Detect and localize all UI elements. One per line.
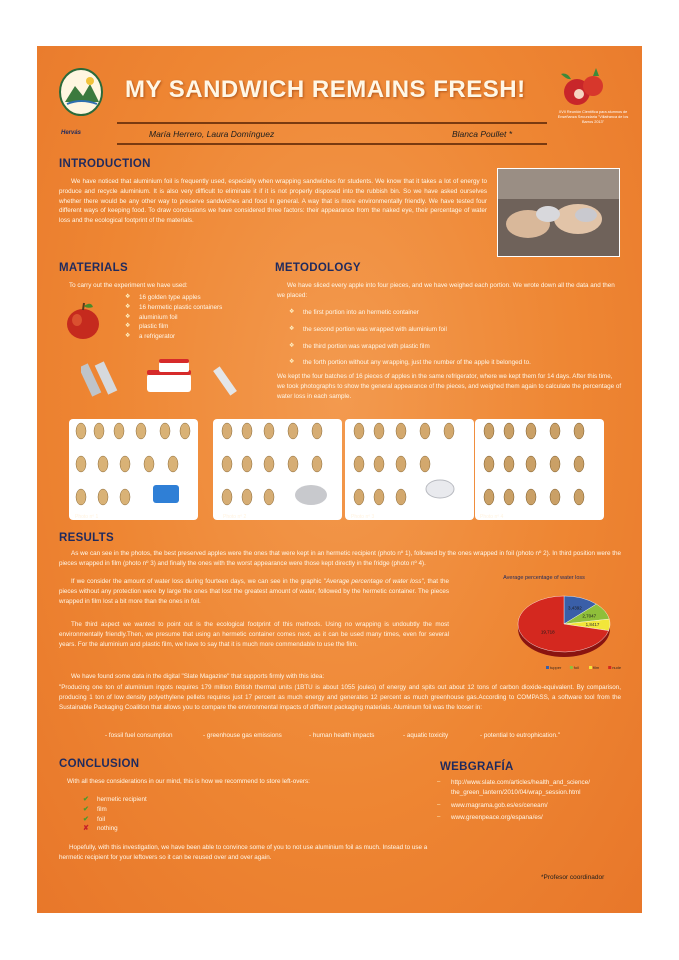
logo-caption: Hervás <box>61 130 82 136</box>
conclusion-item: ✔ hermetic recipient <box>83 796 147 803</box>
water-loss-pie-chart <box>464 570 624 672</box>
impacts-row <box>37 731 642 743</box>
materials-item: ❖ 16 golden type apples <box>125 294 201 301</box>
reference-item[interactable]: – http://www.slate.com/articles/health_and_science/ the_green_lantern/2010/04/wrap_session.html <box>437 779 590 796</box>
materials-image <box>81 354 281 399</box>
methodology-list <box>289 308 619 368</box>
photo-3 <box>345 419 474 520</box>
methodology-heading: METODOLOGY <box>275 262 361 274</box>
legend-swatch-foil <box>570 666 573 669</box>
footnote: *Profesor coordinador <box>541 874 605 881</box>
photo-1 <box>69 419 198 520</box>
conclusion-intro: With all these considerations in our mind, this is how we recommend to store left-overs: <box>67 778 310 785</box>
introduction-text: We have noticed that aluminium foil is frequently used, especially when wrapping sandwiches for students. We know that it takes a lot of energy to produce and recycle aluminium. It is also very difficult to eliminate it if it is not properly disposed into the rubbish bin. So we have asked ourselves whether there would be any other way to preserve sandwiches and food in general. A way that is more environmentally friendly. We have tested four different ways of keeping food. To draw conclusions we have considered three factors: their appearance from the naked eye, their percentage of water loss and the ecological footprint of the materials. <box>59 178 487 224</box>
authors: María Herrero, Laura Domínguez <box>149 129 275 139</box>
legend-label-nude: nude <box>612 665 622 670</box>
results-p1: As we can see in the photos, the best preserved apples were the ones that were kept in an hermetic recipient (photo nº 1), followed by the ones wrapped in foil (photo nº 2). In third position were the pieces wrapped in film (photo nº 3) and finally the ones with the worst appearance were those kept directly in the fridge (photo nº 4). <box>59 550 621 567</box>
poster <box>37 46 642 913</box>
photo-caption-2: Photo nº 2 <box>223 514 247 520</box>
conclusion-item: ✘ nothing <box>83 825 118 833</box>
results-p4: We have found some data in the digital "Slate Magazine" that supports firmly with this idea: <box>71 673 325 680</box>
poster-title: MY SANDWICH REMAINS FRESH! <box>125 76 526 103</box>
reference-item[interactable]: – www.magrama.gob.es/es/ceneam/ <box>437 801 548 809</box>
materials-heading: MATERIALS <box>59 262 128 274</box>
impact-item: - aquatic toxicity <box>403 732 449 739</box>
legend-label-tupper: tupper <box>550 665 562 670</box>
title-rule-top <box>117 122 547 124</box>
photo-caption-1: Photo nº 1 <box>75 514 99 520</box>
foil-wrapping-photo <box>497 168 620 257</box>
impact-item: - greenhouse gas emissions <box>203 732 282 739</box>
results-heading: RESULTS <box>59 532 114 544</box>
methodology-item: ❖ the forth portion without any wrapping, just the number of the apple it belonged to. <box>289 359 531 367</box>
conclusion-heading: CONCLUSION <box>59 758 140 770</box>
photo-2 <box>213 419 342 520</box>
graphic-name: "Average percentage of water loss" <box>323 578 424 585</box>
references-heading: WEBGRAFÍA <box>440 761 514 773</box>
legend-swatch-tupper <box>546 666 549 669</box>
methodology-outro: We kept the four batches of 16 pieces of apples in the same refrigerator, where we kept them for 14 days. After this time, we took photographs to show the general appearance of the pieces, and weighed them again to calculate the percentage of water loss in each sample. <box>277 373 622 400</box>
reference-item[interactable]: – www.greenpeace.org/espana/es/ <box>437 814 543 822</box>
introduction-heading: INTRODUCTION <box>59 158 151 170</box>
conclusion-outro: Hopefully, with this investigation, we have been able to convince some of you to not use aluminium foil as much. Instead to use a hermetic recipient for your leftovers so it can be reused over and over again. <box>59 844 428 861</box>
materials-intro: To carry out the experiment we have used: <box>69 282 188 289</box>
references-list <box>437 778 627 823</box>
pomegranate-logo <box>557 64 613 110</box>
pie-label-nude: 19,718 <box>540 629 555 635</box>
materials-list <box>125 293 222 342</box>
materials-item: ❖ a refrigerator <box>125 333 176 340</box>
materials-item: ❖ aluminium foil <box>125 313 178 321</box>
materials-item: ❖ plastic film <box>125 323 169 331</box>
legend-label-film: film <box>593 665 600 670</box>
pie-label-foil: 2,7047 <box>582 613 597 619</box>
photo-4 <box>475 419 604 520</box>
methodology-intro: We have sliced every apple into four pieces, and we have weighed each portion. We wrote down all the data and then we placed: <box>277 282 615 299</box>
conference-note: XVII Reunión Científica para alumnos de Enseñanza Secundaria "Villafranca de los Barros 2013" <box>557 110 629 124</box>
methodology-item: ❖ the second portion was wrapped with aluminium foil <box>289 325 447 333</box>
conclusion-list <box>83 795 147 834</box>
impact-item: - human health impacts <box>309 732 375 739</box>
school-logo <box>57 68 105 128</box>
results-p2: If we consider the amount of water loss during fourteen days, we can see in the graphic "Average percentage of water loss", that the pieces without any protection were by large the ones that lost the greatest amount of water, followed by the hermetic container. The pieces wrapped in film lost a bit more than the ones in foil. <box>59 578 449 605</box>
title-rule-bottom <box>117 143 547 145</box>
conclusion-item: ✔ foil <box>83 815 106 823</box>
pie-label-tupper: 3,4392 <box>567 605 582 611</box>
materials-item: ❖ 16 hermetic plastic containers <box>125 303 223 311</box>
results-quote: "Producing one ton of aluminium ingots requires 179 million British thermal units (1BTU is about 1055 joules) of energy and spits out about 12 tons of carbon dioxide-equivalent. By comparison, producing 1 ton of low density polyethylene pellets requires just 17 percent as much energy and generates 12 percent as much greenhouse gas.According to COMPASS, a software tool from the Sustainable Packaging Coalition that allows you to compare the environmental impacts of different packaging materials. Aluminum foil was the looser in: <box>59 684 621 711</box>
pie-label-film: 1,8417 <box>585 622 600 628</box>
conclusion-item: ✔ film <box>83 805 107 813</box>
apple-image <box>65 301 101 341</box>
coordinator-name: Blanca Poullet * <box>452 129 513 139</box>
photo-caption-4: Photo nº 4 <box>480 514 504 520</box>
methodology-item: ❖ the first portion into an hermetic container <box>289 309 419 316</box>
impact-item: - fossil fuel consumption <box>105 732 173 739</box>
results-p3: The third aspect we wanted to point out is the ecological footprint of this methods. Using no wrapping is undoubtly the most environmentally friendly.Then, we presume that using an hermetic container comes next, as it can be used many times, even for several years. For the aluminium and plastic film, we have to say that it is much more commendable to use the film. <box>59 621 449 648</box>
impact-item: - potential to eutrophication." <box>480 732 560 739</box>
legend-swatch-nude <box>608 666 611 669</box>
chart-title: Average percentage of water loss <box>503 575 585 581</box>
legend-swatch-film <box>589 666 592 669</box>
methodology-item: ❖ the third portion was wrapped with plastic film <box>289 342 430 350</box>
legend-label-foil: foil <box>573 665 579 670</box>
photo-caption-3: Photo nº 3 <box>351 514 375 520</box>
